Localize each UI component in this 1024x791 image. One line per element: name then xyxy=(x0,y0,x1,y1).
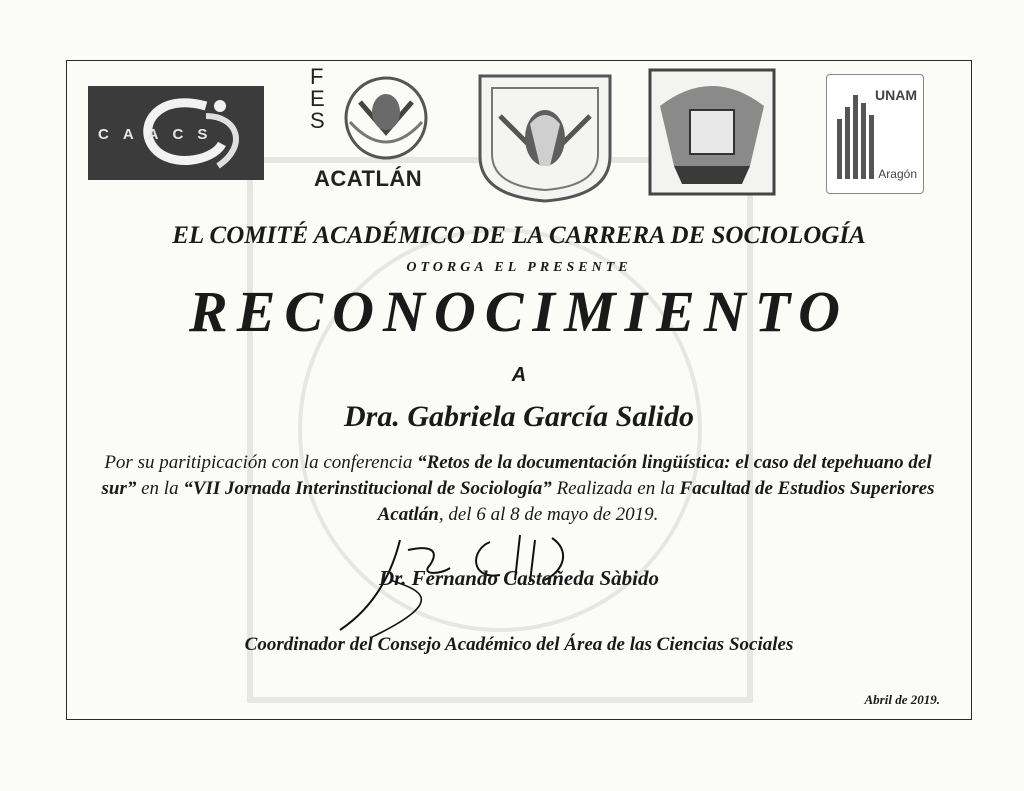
fes-aragon-logo xyxy=(826,74,924,194)
certificate-title: RECONOCIMIENTO xyxy=(189,279,849,344)
committee-heading: EL COMITÉ ACADÉMICO DE LA CARRERA DE SOCIOLOGÍA xyxy=(172,222,866,249)
talk-title: “Retos de la documentación lingüística: el caso del tepehuano del sur” xyxy=(101,452,932,499)
aragon-campus-label: Aragón xyxy=(878,167,917,181)
to-label: A xyxy=(511,364,527,386)
signer-position: Coordinador del Consejo Académico del Área de las Ciencias Sociales xyxy=(244,634,794,655)
recipient-name: Dra. Gabriela García Salido xyxy=(343,400,694,433)
grants-subheading: OTORGA EL PRESENTE xyxy=(406,260,632,275)
fes-letters: F E S xyxy=(310,64,325,133)
signer-name: Dr. Fernando Castañeda Sàbido xyxy=(378,566,660,590)
unam-seal-icon xyxy=(470,66,620,204)
fes-acatlan-logo xyxy=(300,66,436,196)
issue-date: Abril de 2019. xyxy=(864,692,940,707)
venue-name: Facultad de Estudios Superiores Acatlán xyxy=(377,478,935,525)
caacs-logo-text: CAACS xyxy=(98,126,222,143)
fes-campus-name: ACATLÁN xyxy=(314,166,423,191)
eagle-puma-seal-icon xyxy=(340,72,432,164)
aragon-unam-label: UNAM xyxy=(875,87,917,103)
event-name: “VII Jornada Interinstitucional de Sociología” xyxy=(183,478,552,499)
university-seal-icon xyxy=(646,66,778,198)
columns-icon xyxy=(835,89,875,179)
certificate-body: Por su paritipicación con la conferencia “Retos de la documentación lingüística: el caso del tepehuano del sur” en la “VII Jornada Interinstitucional de Sociología” Realizada en la Facultad de Estudios Superiores Acatlán, del 6 al 8 de mayo de 2019. xyxy=(101,452,935,525)
caacs-logo xyxy=(88,86,264,180)
